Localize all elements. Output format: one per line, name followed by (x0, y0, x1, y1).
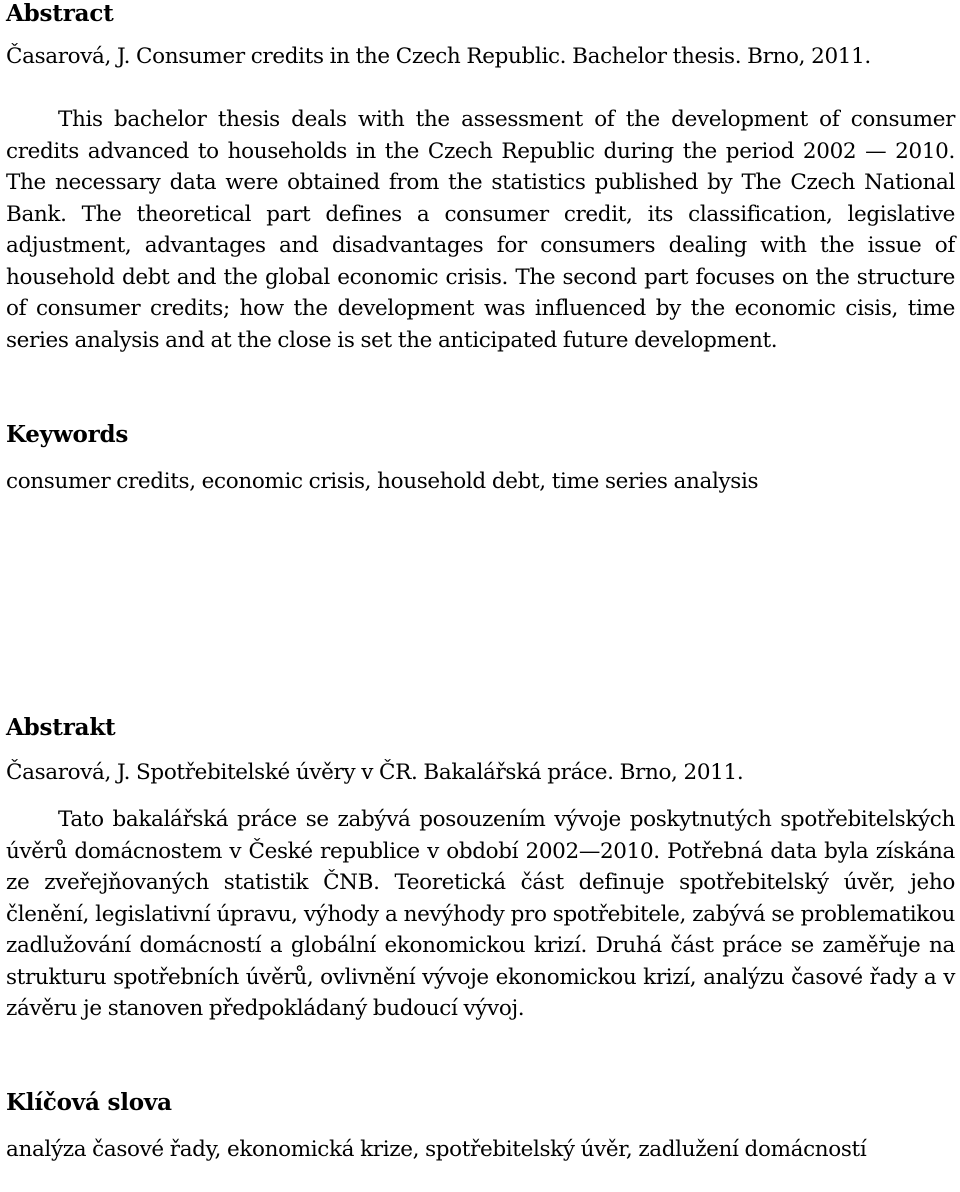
abstrakt-heading: Abstrakt (6, 714, 116, 741)
abstract-body (6, 104, 955, 356)
keywords-text: consumer credits, economic crisis, household debt, time series analysis (6, 469, 759, 494)
abstrakt-citation: Časarová, J. Spotřebitelské úvěry v ČR. Bakalářská práce. Brno, 2011. (6, 760, 744, 785)
abstract-citation: Časarová, J. Consumer credits in the Czech Republic. Bachelor thesis. Brno, 2011. (6, 44, 871, 69)
abstrakt-body (6, 804, 955, 1025)
klicova-slova-text: analýza časové řady, ekonomická krize, spotřebitelský úvěr, zadlužení domácností (6, 1137, 867, 1162)
abstrakt-body-text: Tato bakalářská práce se zabývá posouzením vývoje poskytnutých spotřebitelských úvěrů domácnostem v České republice v období 2002—2010. Potřebná data byla získána ze zveřejňovaných statistik ČNB. Teoretická část definuje spotřebitelský úvěr, jeho členění, legislativní úpravu, výhody a nevýhody pro spotřebitele, zabývá se problematikou zadlužování domácností a globální ekonomickou krizí. Druhá část práce se zaměřuje na strukturu spotřebních úvěrů, ovlivnění vývoje ekonomickou krizí, analýzu časové řady a v závěru je stanoven předpokládaný budoucí vývoj. (6, 807, 955, 1021)
keywords-heading: Keywords (6, 421, 129, 448)
abstract-body-text: This bachelor thesis deals with the assessment of the development of consumer credits advanced to households in the Czech Republic during the period 2002 — 2010. The necessary data were obtained from the statistics published by The Czech National Bank. The theoretical part defines a consumer credit, its classification, legislative adjustment, advantages and disadvantages for consumers dealing with the issue of household debt and the global economic crisis. The second part focuses on the structure of consumer credits; how the development was influenced by the economic cisis, time series analysis and at the close is set the anticipated future development. (6, 107, 955, 353)
klicova-slova-heading: Klíčová slova (6, 1089, 172, 1116)
abstract-heading: Abstract (6, 0, 114, 27)
